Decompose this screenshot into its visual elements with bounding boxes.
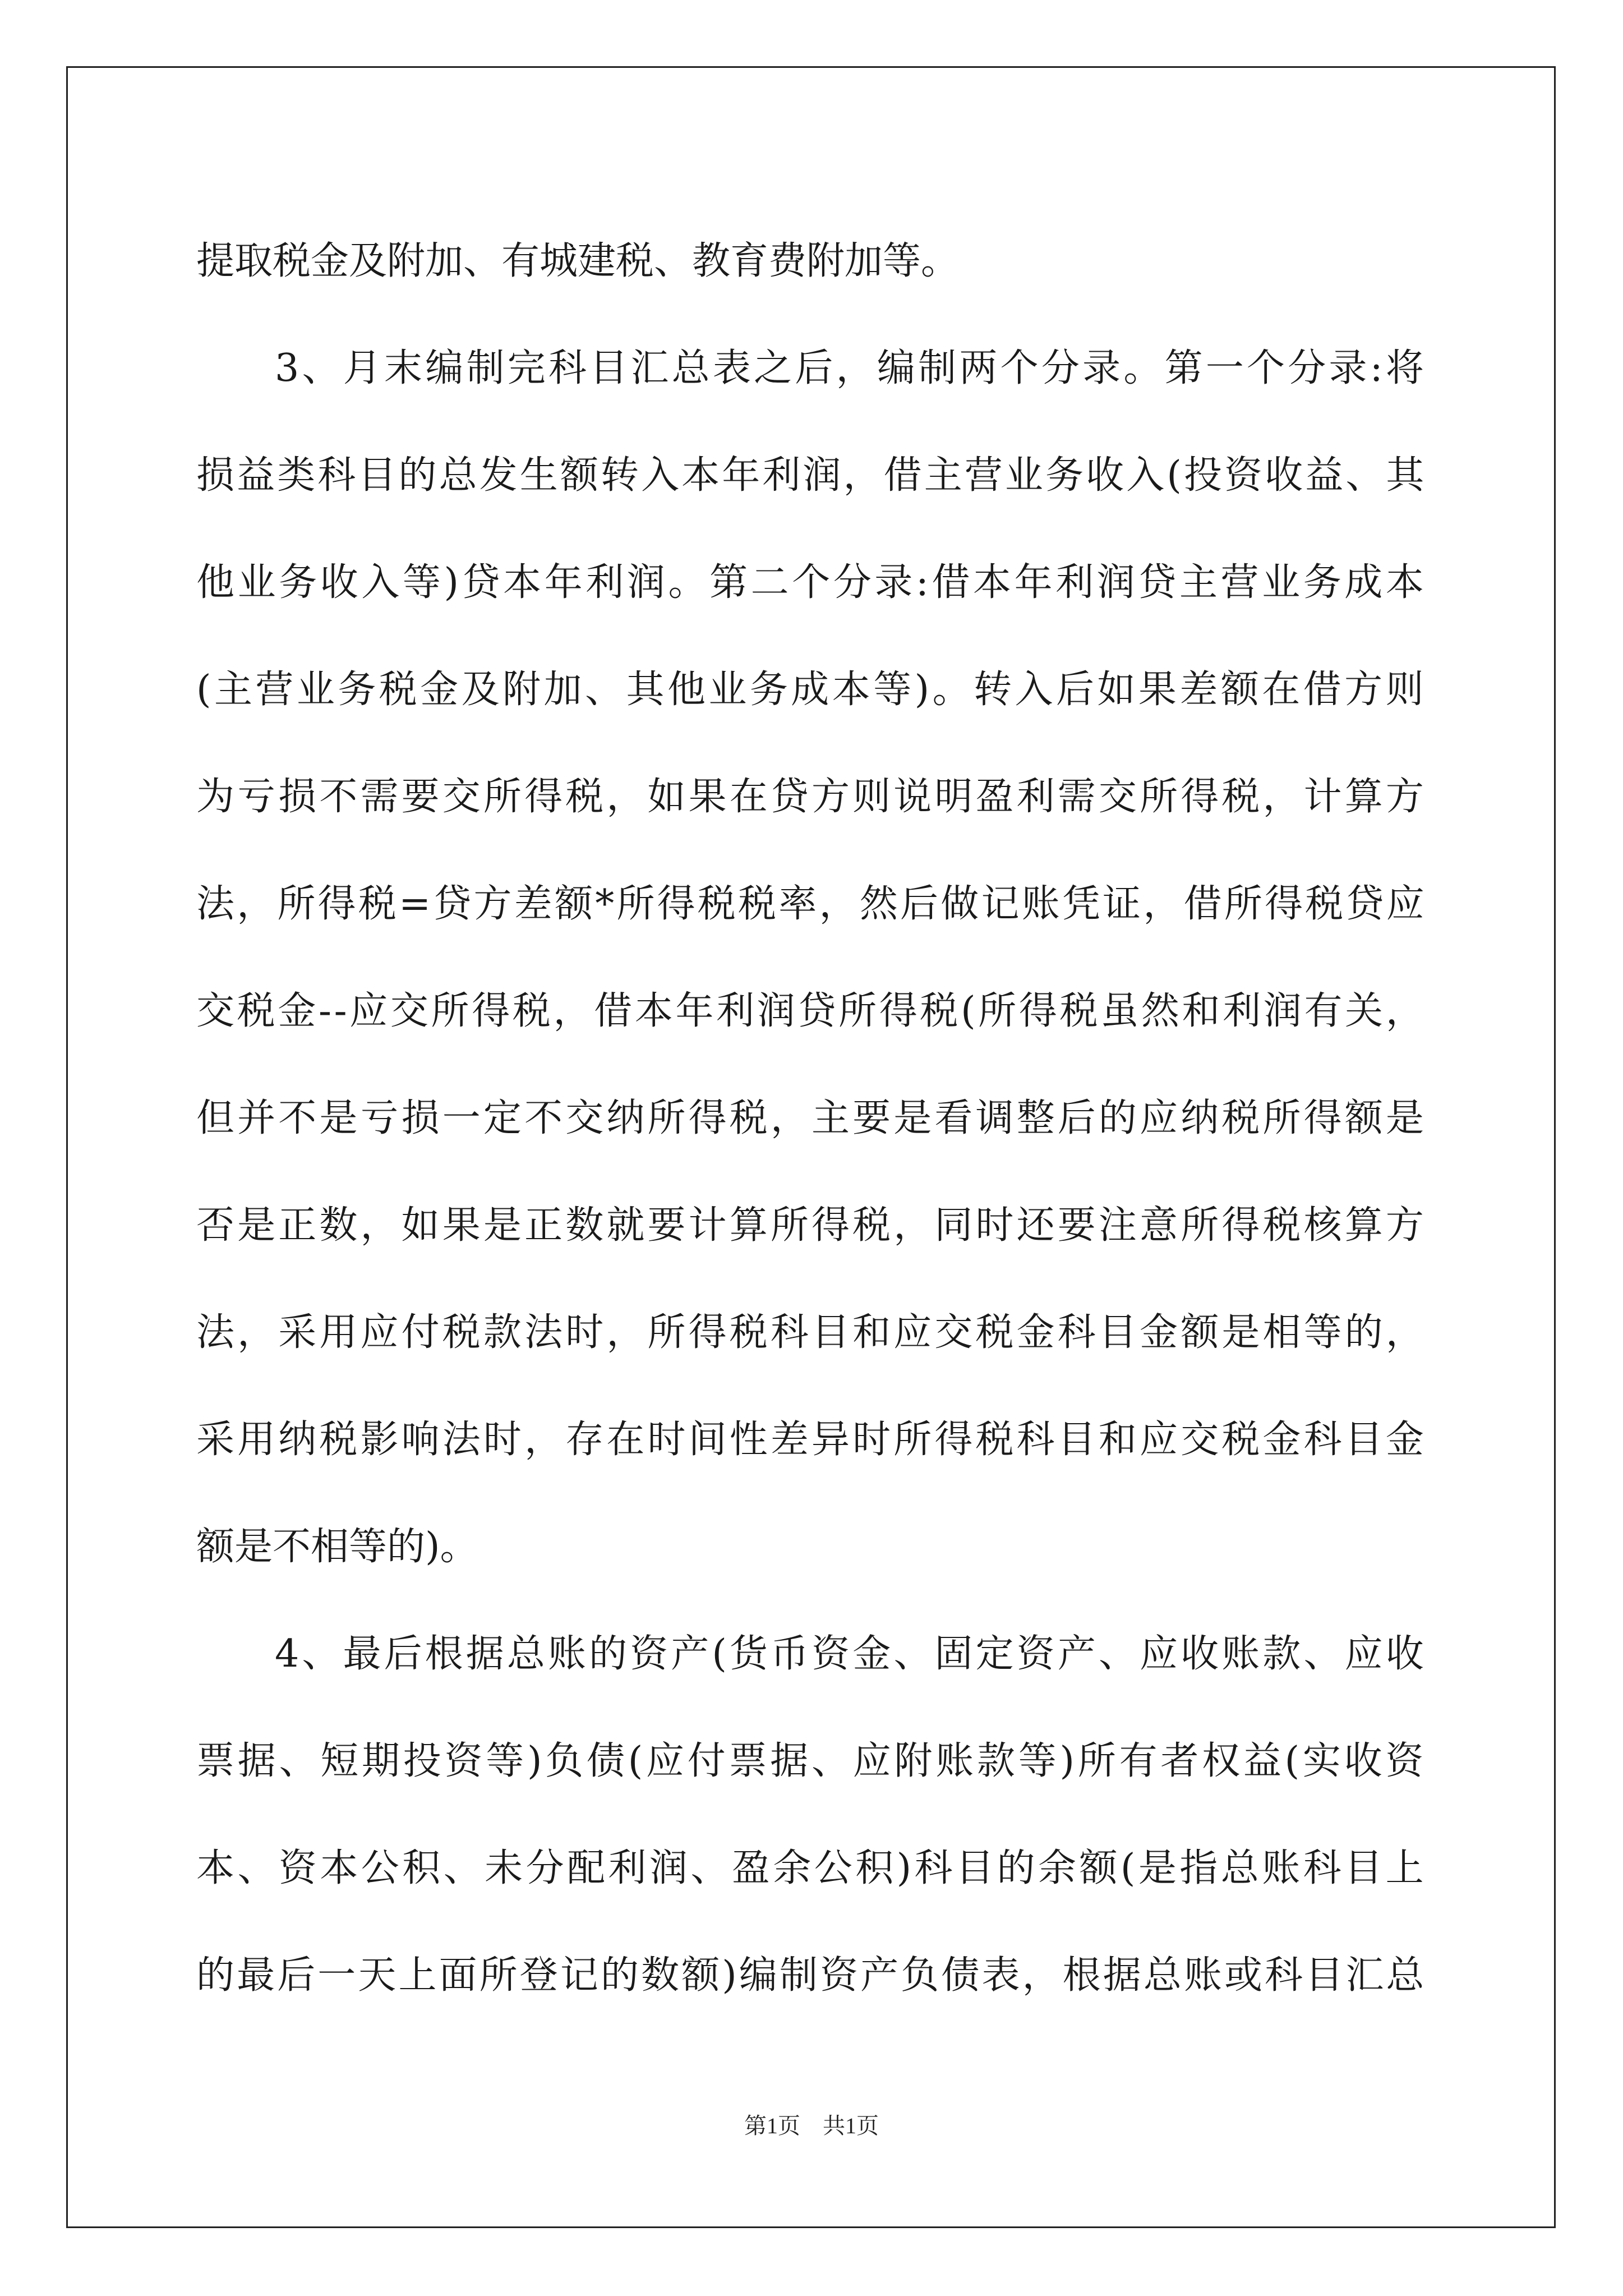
document-body <box>196 208 1427 2029</box>
text-line: 额是不相等的)。 <box>196 1525 478 1569</box>
paragraph-3-start: 3、月末编制完科目汇总表之后，编制两个分录。第一个分录:将 <box>275 346 1427 390</box>
text-line: 法，所得税=贷方差额*所得税税率，然后做记账凭证，借所得税贷应 <box>196 882 1427 926</box>
text-line: (主营业务税金及附加、其他业务成本等)。转入后如果差额在借方则 <box>196 668 1427 712</box>
paragraph-4-start: 4、最后根据总账的资产(货币资金、固定资产、应收账款、应收 <box>275 1632 1427 1676</box>
text-line: 的最后一天上面所登记的数额)编制资产负债表，根据总账或科目汇总 <box>196 1953 1427 1998</box>
text-line: 损益类科目的总发生额转入本年利润，借主营业务收入(投资收益、其 <box>196 453 1427 498</box>
text-line: 采用纳税影响法时，存在时间性差异时所得税科目和应交税金科目金 <box>196 1418 1427 1462</box>
text-line: 否是正数，如果是正数就要计算所得税，同时还要注意所得税核算方 <box>196 1203 1427 1248</box>
text-line: 本、资本公积、未分配利润、盈余公积)科目的余额(是指总账科目上 <box>196 1846 1427 1890</box>
page-number-footer: 第1页 共1页 <box>744 2113 879 2138</box>
text-line: 但并不是亏损一定不交纳所得税，主要是看调整后的应纳税所得额是 <box>196 1096 1427 1140</box>
text-line: 提取税金及附加、有城建税、教育费附加等。 <box>196 239 960 283</box>
text-line: 他业务收入等)贷本年利润。第二个分录:借本年利润贷主营业务成本 <box>196 560 1427 605</box>
text-line: 为亏损不需要交所得税，如果在贷方则说明盈利需交所得税，计算方 <box>196 775 1427 819</box>
text-line: 票据、短期投资等)负债(应付票据、应附账款等)所有者权益(实收资 <box>196 1739 1427 1783</box>
text-line: 交税金--应交所得税，借本年利润贷所得税(所得税虽然和利润有关， <box>196 989 1427 1033</box>
text-line: 法，采用应付税款法时，所得税科目和应交税金科目金额是相等的， <box>196 1310 1427 1355</box>
